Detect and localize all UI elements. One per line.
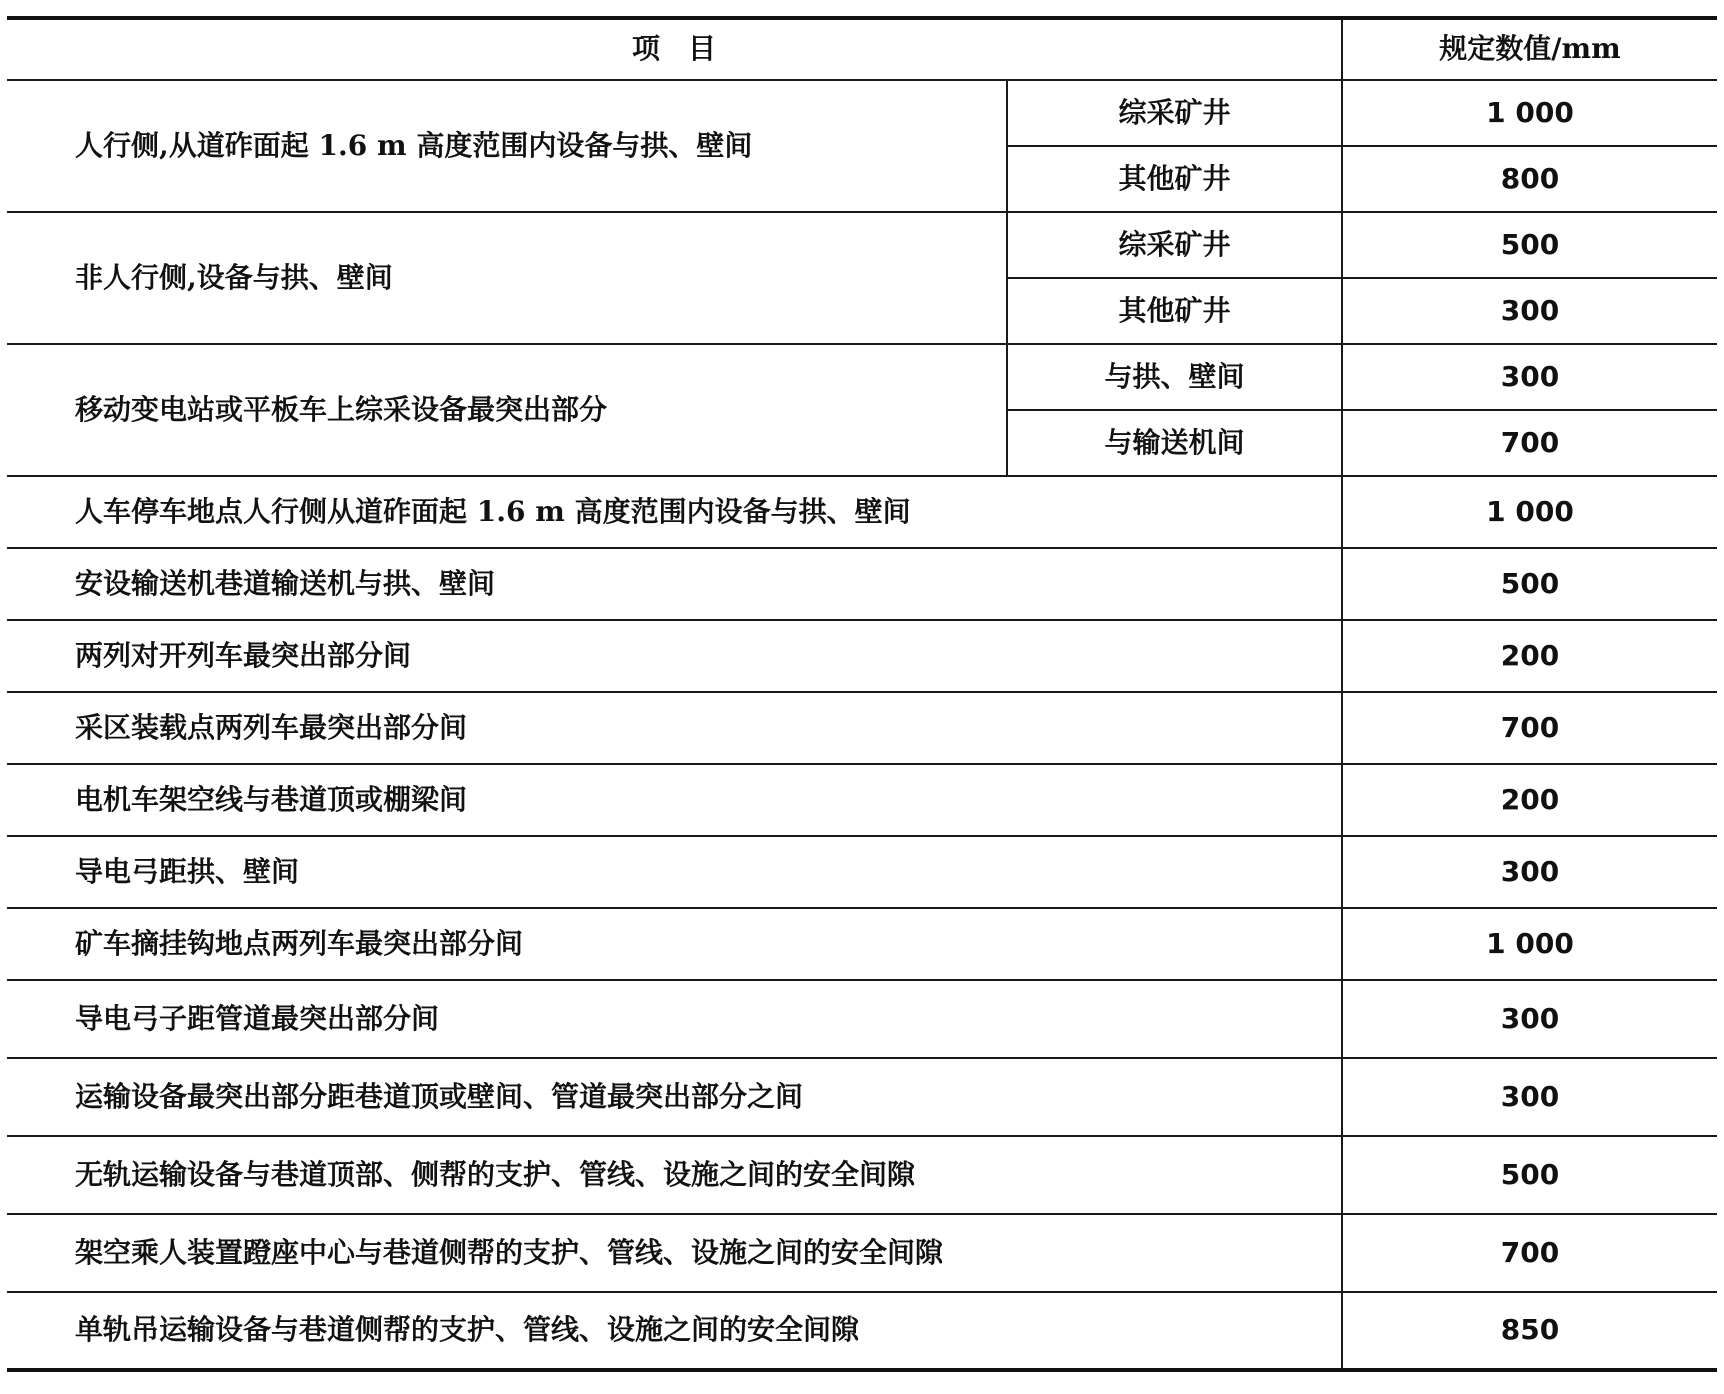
row-item: 运输设备最突出部分距巷道顶或壁间、管道最突出部分之间 bbox=[7, 1058, 1342, 1136]
value-cell: 700 bbox=[1342, 692, 1717, 764]
value-cell: 1 000 bbox=[1342, 908, 1717, 980]
value-cell: 700 bbox=[1342, 1214, 1717, 1292]
table-row bbox=[7, 1136, 1717, 1214]
table-row bbox=[7, 692, 1717, 764]
sub-label: 综采矿井 bbox=[1007, 80, 1342, 146]
row-item: 导电弓子距管道最突出部分间 bbox=[7, 980, 1342, 1058]
table-row bbox=[7, 980, 1717, 1058]
sub-label: 综采矿井 bbox=[1007, 212, 1342, 278]
sub-label: 其他矿井 bbox=[1007, 278, 1342, 344]
row-item: 电机车架空线与巷道顶或棚梁间 bbox=[7, 764, 1342, 836]
value-cell: 500 bbox=[1342, 212, 1717, 278]
row-item: 两列对开列车最突出部分间 bbox=[7, 620, 1342, 692]
table-row bbox=[7, 548, 1717, 620]
row-item: 安设输送机巷道输送机与拱、壁间 bbox=[7, 548, 1342, 620]
row-item: 矿车摘挂钩地点两列车最突出部分间 bbox=[7, 908, 1342, 980]
table-row bbox=[7, 836, 1717, 908]
table-row bbox=[7, 620, 1717, 692]
sub-label: 其他矿井 bbox=[1007, 146, 1342, 212]
group-item: 非人行侧,设备与拱、壁间 bbox=[7, 212, 1007, 344]
table-row bbox=[7, 908, 1717, 980]
row-item: 架空乘人装置蹬座中心与巷道侧帮的支护、管线、设施之间的安全间隙 bbox=[7, 1214, 1342, 1292]
header-value: 规定数值/mm bbox=[1342, 18, 1717, 80]
value-cell: 200 bbox=[1342, 764, 1717, 836]
table-row bbox=[7, 80, 1717, 146]
clearance-spec-table bbox=[7, 16, 1717, 1372]
row-item: 采区装载点两列车最突出部分间 bbox=[7, 692, 1342, 764]
value-cell: 200 bbox=[1342, 620, 1717, 692]
header-item: 项 目 bbox=[7, 18, 1342, 80]
table-row bbox=[7, 1214, 1717, 1292]
value-cell: 1 000 bbox=[1342, 476, 1717, 548]
row-item: 导电弓距拱、壁间 bbox=[7, 836, 1342, 908]
row-item: 单轨吊运输设备与巷道侧帮的支护、管线、设施之间的安全间隙 bbox=[7, 1292, 1342, 1370]
value-cell: 300 bbox=[1342, 1058, 1717, 1136]
sub-label: 与输送机间 bbox=[1007, 410, 1342, 476]
table-row bbox=[7, 764, 1717, 836]
value-cell: 1 000 bbox=[1342, 80, 1717, 146]
table-row bbox=[7, 476, 1717, 548]
value-cell: 500 bbox=[1342, 548, 1717, 620]
table-header-row bbox=[7, 18, 1717, 80]
value-cell: 300 bbox=[1342, 278, 1717, 344]
value-cell: 300 bbox=[1342, 836, 1717, 908]
row-item: 人车停车地点人行侧从道砟面起 1.6 m 高度范围内设备与拱、壁间 bbox=[7, 476, 1342, 548]
value-cell: 500 bbox=[1342, 1136, 1717, 1214]
table-row bbox=[7, 212, 1717, 278]
row-item: 无轨运输设备与巷道顶部、侧帮的支护、管线、设施之间的安全间隙 bbox=[7, 1136, 1342, 1214]
sub-label: 与拱、壁间 bbox=[1007, 344, 1342, 410]
value-cell: 700 bbox=[1342, 410, 1717, 476]
group-item: 移动变电站或平板车上综采设备最突出部分 bbox=[7, 344, 1007, 476]
table-row bbox=[7, 1058, 1717, 1136]
group-item: 人行侧,从道砟面起 1.6 m 高度范围内设备与拱、壁间 bbox=[7, 80, 1007, 212]
table-row bbox=[7, 344, 1717, 410]
value-cell: 800 bbox=[1342, 146, 1717, 212]
table-row bbox=[7, 1292, 1717, 1370]
value-cell: 850 bbox=[1342, 1292, 1717, 1370]
value-cell: 300 bbox=[1342, 980, 1717, 1058]
value-cell: 300 bbox=[1342, 344, 1717, 410]
